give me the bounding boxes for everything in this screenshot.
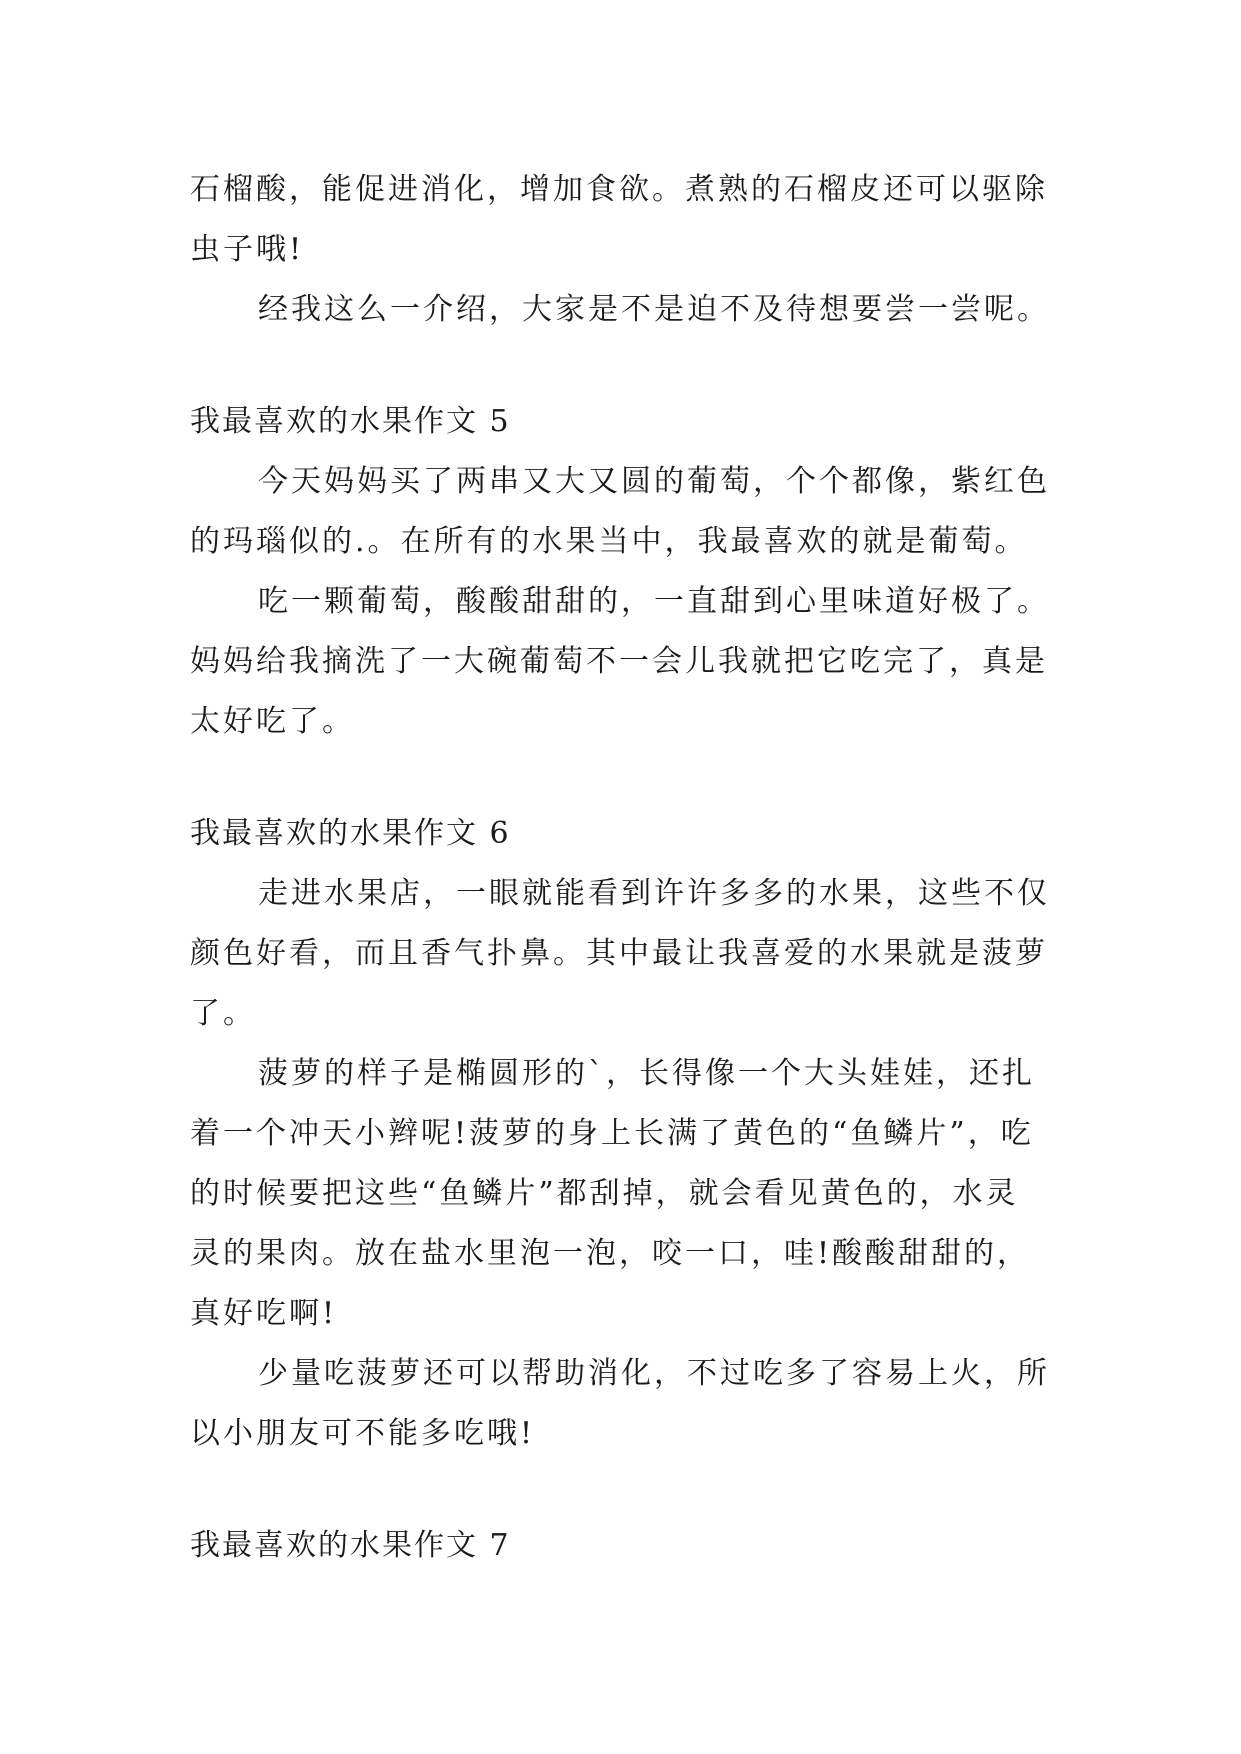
text-line: 少量吃菠萝还可以帮助消化，不过吃多了容易上火，所 bbox=[258, 1356, 1050, 1391]
text-line: 太好吃了。 bbox=[190, 704, 355, 739]
text-line: 虫子哦! bbox=[190, 232, 305, 267]
text-line: 吃一颗葡萄，酸酸甜甜的，一直甜到心里味道好极了。 bbox=[258, 584, 1050, 619]
text-line: 真好吃啊! bbox=[190, 1296, 338, 1331]
section-gap bbox=[190, 752, 1070, 804]
text-line: 灵的果肉。放在盐水里泡一泡，咬一口，哇!酸酸甜甜的， bbox=[190, 1236, 1031, 1271]
essay-title: 我最喜欢的水果作文 5 bbox=[190, 404, 511, 439]
text-line: 着一个冲天小辫呢!菠萝的身上长满了黄色的“鱼鳞片”，吃 bbox=[190, 1116, 1034, 1151]
text-line: 经我这么一介绍，大家是不是迫不及待想要尝一尝呢。 bbox=[258, 292, 1050, 327]
text-line: 石榴酸，能促进消化，增加食欲。煮熟的石榴皮还可以驱除 bbox=[190, 172, 1048, 207]
text-line: 菠萝的样子是椭圆形的`，长得像一个大头娃娃，还扎 bbox=[258, 1056, 1035, 1091]
essay-title: 我最喜欢的水果作文 6 bbox=[190, 816, 511, 851]
text-line: 的玛瑙似的.。在所有的水果当中，我最喜欢的就是葡萄。 bbox=[190, 524, 1028, 559]
text-line: 了。 bbox=[190, 996, 256, 1031]
text-line: 妈妈给我摘洗了一大碗葡萄不一会儿我就把它吃完了，真是 bbox=[190, 644, 1048, 679]
text-line: 走进水果店，一眼就能看到许许多多的水果，这些不仅 bbox=[258, 876, 1050, 911]
document-page bbox=[190, 160, 1070, 1576]
essay-title: 我最喜欢的水果作文 7 bbox=[190, 1528, 511, 1563]
text-line: 的时候要把这些“鱼鳞片”都刮掉，就会看见黄色的，水灵 bbox=[190, 1176, 1019, 1211]
text-line: 今天妈妈买了两串又大又圆的葡萄，个个都像，紫红色 bbox=[258, 464, 1050, 499]
section-gap bbox=[190, 1464, 1070, 1516]
text-line: 颜色好看，而且香气扑鼻。其中最让我喜爱的水果就是菠萝 bbox=[190, 936, 1048, 971]
text-line: 以小朋友可不能多吃哦! bbox=[190, 1416, 536, 1451]
section-gap bbox=[190, 340, 1070, 392]
